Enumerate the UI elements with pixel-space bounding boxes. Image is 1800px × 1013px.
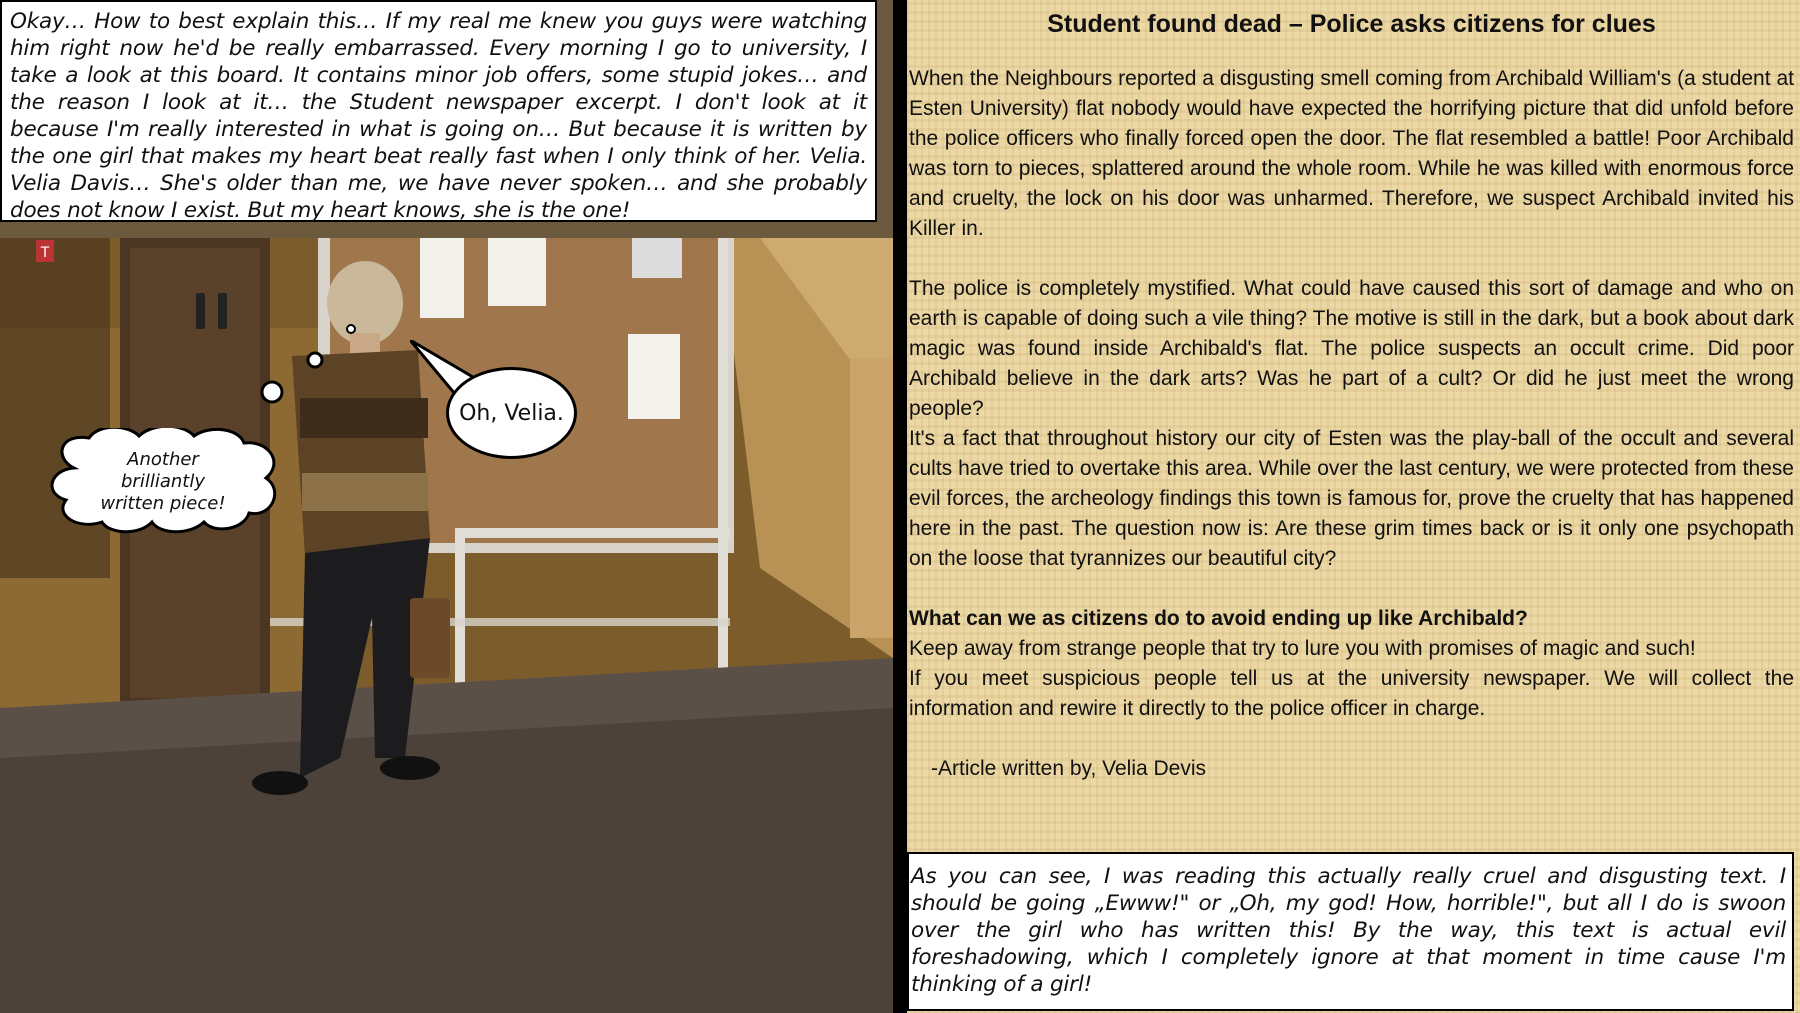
article-advice-2: If you meet suspicious people tell us at the university newspaper. We will collect the information and rewire it directly to the police officer in charge. [909,667,1794,720]
article-advice-1: Keep away from strange people that try to lure you with promises of magic and such! [909,637,1696,660]
narration-text-bottom: As you can see, I was reading this actually really cruel and disgusting text. I should be going „Ewww!" or „Oh, my god! How, horrible!", but all I do is swoon over the girl who has written this! By the way, this text is actual evil foreshadowing, which I completely ignore at that moment in time cause I'm thinking of a girl! [911,864,1786,997]
board-note [628,334,680,419]
speech-bubble [446,367,577,459]
thought-bubble [44,428,282,536]
article-paragraph-1: When the Neighbours reported a disgusting smell coming from Archibald William's (a student at Esten University) flat nobody would have expected the horrifying picture that did unfold before the police officers who finally forced open the door. The flat resembled a battle! Poor Archibald was torn to pieces, splattered around the whole room. While he was killed with enormous force and cruelty, the lock on his door was unharmed. Therefore, we suspect Archibald invited his Killer in. [909,67,1794,240]
narration-box-bottom [907,852,1794,1011]
article-byline: -Article written by, Velia Devis [931,757,1207,780]
board-note [632,238,682,278]
article-question: What can we as citizens do to avoid ending up like Archibald? [909,607,1528,630]
article-paragraph-2: The police is completely mystified. What could have caused this sort of damage and who on earth is capable of doing such a vile thing? The motive is still in the dark, but a book about dark magic was found inside Archibald's flat. The police suspects an occult crime. Did poor Archibald believe in the dark arts? Was he part of a cult? Or did he just meet the wrong people? [909,277,1794,420]
leather-bag [410,598,450,678]
comic-left-panel [0,0,893,1013]
narration-box-top [0,0,877,222]
speech-bubble-text: Oh, Velia. [459,400,564,426]
narration-text-top: Okay… How to best explain this… If my real me knew you guys were watching him right now he'd be really embarrassed. Every morning I go to university, I take a look at this board. It contains minor job offers, some stupid jokes… and the reason I look at it… the Student newspaper excerpt. I don't look at it because I'm really interested in what is going on… But because it is written by the one girl that makes my heart beat really fast when I only think of her. Velia. Velia Davis… She's older than me, we have never spoken… and she probably does not know I exist. But my heart knows, she is the one! [10,9,867,223]
board-note [420,238,464,318]
thought-dots [260,310,370,410]
thought-bubble-text: Another brilliantly written piece! [100,449,226,514]
article-paragraph-3: It's a fact that throughout history our city of Esten was the play-ball of the occult and several cults have tried to overtake this area. While over the last century, we were protected from these evil forces, the archeology findings this town is famous for, prove the cruelty that has happened here in the past. The question now is: Are these grim times back or is it only one psychopath on the loose that tyrannizes our beautiful city? [909,427,1794,570]
article-title: Student found dead – Police asks citizens for clues [1047,10,1656,38]
door-sign-text: T [40,245,50,261]
newspaper-article [909,6,1794,784]
board-note [488,238,546,306]
